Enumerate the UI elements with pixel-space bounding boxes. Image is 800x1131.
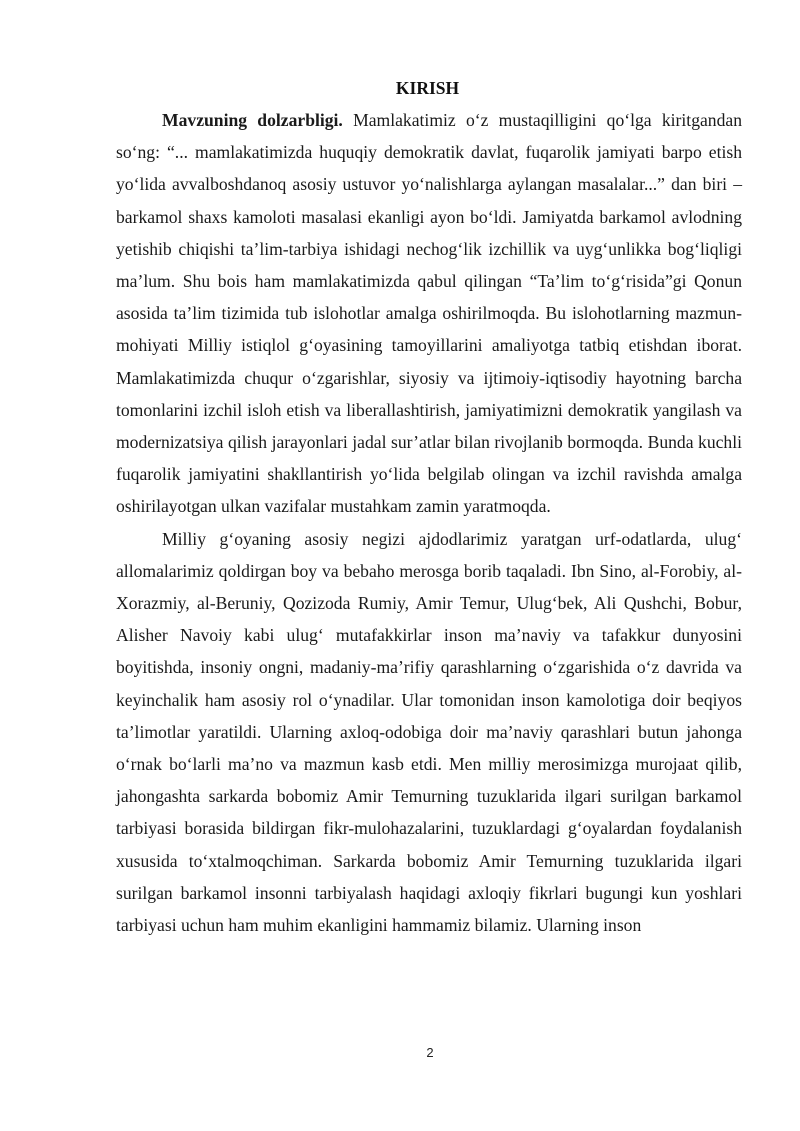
- page-title: KIRISH: [395, 78, 460, 98]
- document-body: [116, 104, 742, 941]
- paragraph-relevance: [116, 104, 742, 523]
- paragraph-text: Mamlakatimiz o‘z mustaqilligini qo‘lga kiritgandan so‘ng: “... mamlakatimizda huquqiy demokratik davlat, fuqarolik jamiyati barpo etish yo‘lida avvalboshdanoq asosiy ustuvor yo‘nalishlarga aylangan masalalar...” dan biri – barkamol shaxs kamoloti masalasi ekanligi ayon bo‘ldi. Jamiyatda barkamol avlodning yetishib chiqishi ta’lim-tarbiya ishidagi nechog‘lik izchillik va uyg‘unlikka bog‘liqligi ma’lum. Shu bois ham mamlakatimizda qabul qilingan “Ta’lim to‘g‘risida”gi Qonun asosida ta’lim tizimida tub islohotlar amalga oshirilmoqda. Bu islohotlarning mazmun-mohiyati Milliy istiqlol g‘oyasining tamoyillarini amaliyotga tatbiq etishdan iborat. Mamlakatimizda chuqur o‘zgarishlar, siyosiy va ijtimoiy-iqtisodiy hayotning barcha tomonlarini izchil isloh etish va liberallashtirish, jamiyatimizni demokratik yangilash va modernizatsiya qilish jarayonlari jadal sur’atlar bilan rivojlanib bormoqda. Bunda kuchli fuqarolik jamiyatini shakllantirish yo‘lida belgilab olingan va izchil ravishda amalga oshirilayotgan ulkan vazifalar mustahkam zamin yaratmoqda.: [116, 110, 743, 517]
- paragraph-lead: Mavzuning dolzarbligi.: [162, 110, 343, 130]
- paragraph-text: Milliy g‘oyaning asosiy negizi ajdodlarimiz yaratgan urf-odatlarda, ulug‘ allomalarimiz qoldirgan boy va bebaho merosga borib taqaladi. Ibn Sino, al-Forobiy, al-Xorazmiy, al-Beruniy, Qozizoda Rumiy, Amir Temur, Ulug‘bek, Ali Qushchi, Bobur, Alisher Navoiy kabi ulug‘ mutafakkirlar inson ma’naviy va tafakkur dunyosini boyitishda, insoniy ongni, madaniy-ma’rifiy qarashlarning o‘zgarishida o‘z davrida va keyinchalik ham asosiy rol o‘ynadilar. Ular tomonidan inson kamolotiga doir beqiyos ta’limotlar yaratildi. Ularning axloq-odobiga doir ma’naviy qarashlari butun jahonga o‘rnak bo‘larli ma’no va mazmun kasb etdi. Men milliy merosimizga murojaat qilib, jahongashta sarkarda bobomiz Amir Temurning tuzuklarida ilgari surilgan barkamol tarbiyasi borasida bildirgan fikr-mulohazalarini, tuzuklardagi g‘oyalardan foydalanish xususida to‘xtalmoqchiman. Sarkarda bobomiz Amir Temurning tuzuklarida ilgari surilgan barkamol insonni tarbiyalash haqidagi axloqiy fikrlari bugungi kun yoshlari tarbiyasi uchun ham muhim ekanligini hammamiz bilamiz. Ularning inson: [116, 528, 742, 936]
- paragraph-national-idea: [116, 523, 742, 942]
- page-number: 2: [426, 1045, 434, 1060]
